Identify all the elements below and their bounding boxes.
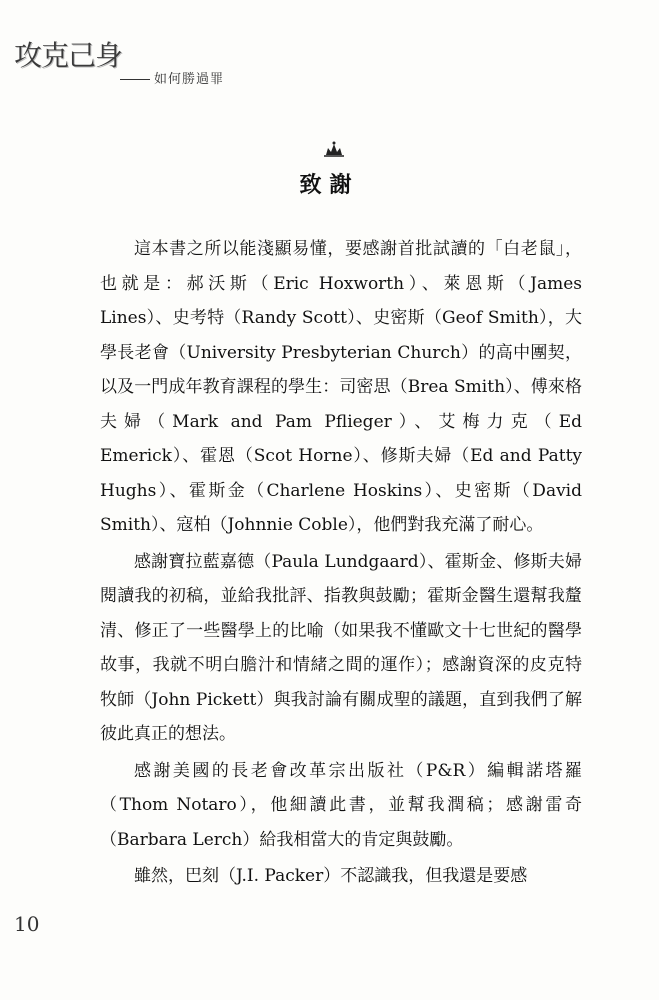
paragraph: 這本書之所以能淺顯易懂，要感謝首批試讀的「白老鼠」，也就是：郝沃斯（Eric Hoxworth）、萊恩斯（James Lines）、史考特（Randy Scott）、史密斯（Geof Smith），大學長老會（University Presbyterian Church）的高中團契，以及一門成年教育課程的學生：司密思（Brea Smith）、傅來格夫婦（Mark and Pam Pflieger）、艾梅力克（Ed Emerick）、霍恩（Scot Horne）、修斯夫婦（Ed and Patty Hughs）、霍斯金（Charlene Hoskins）、史密斯（David Smith）、寇柏（Johnnie Coble），他們對我充滿了耐心。 [100,239,582,535]
paragraph: 感謝寶拉藍嘉德（Paula Lundgaard）、霍斯金、修斯夫婦閱讀我的初稿，並給我批評、指教與鼓勵；霍斯金醫生還幫我釐清、修正了一些醫學上的比喻（如果我不懂歐文十七世紀的醫學故事，我就不明白膽汁和情緒之間的運作）；感謝資深的皮克特牧師（John Pickett）與我討論有關成聖的議題，直到我們了解彼此真正的想法。 [100,551,582,744]
book-subtitle: 如何勝過罪 [154,72,225,87]
crown-ornament-icon [322,140,346,160]
paragraph: 雖然，巴刻（J.I. Packer）不認識我，但我還是要感 [134,866,528,886]
page-number: 10 [14,912,40,936]
subtitle-dash [120,79,150,80]
book-subtitle-wrap [120,68,224,87]
paragraph: 感謝美國的長老會改革宗出版社（P&R）編輯諾塔羅（Thom Notaro），他細讀此書，並幫我潤稿；感謝雷奇（Barbara Lerch）給我相當大的肯定與鼓勵。 [100,760,582,850]
section-heading: 致謝 [299,172,360,198]
running-header [8,28,308,87]
book-title: 攻克己身 [14,39,123,72]
body-text [100,232,582,896]
